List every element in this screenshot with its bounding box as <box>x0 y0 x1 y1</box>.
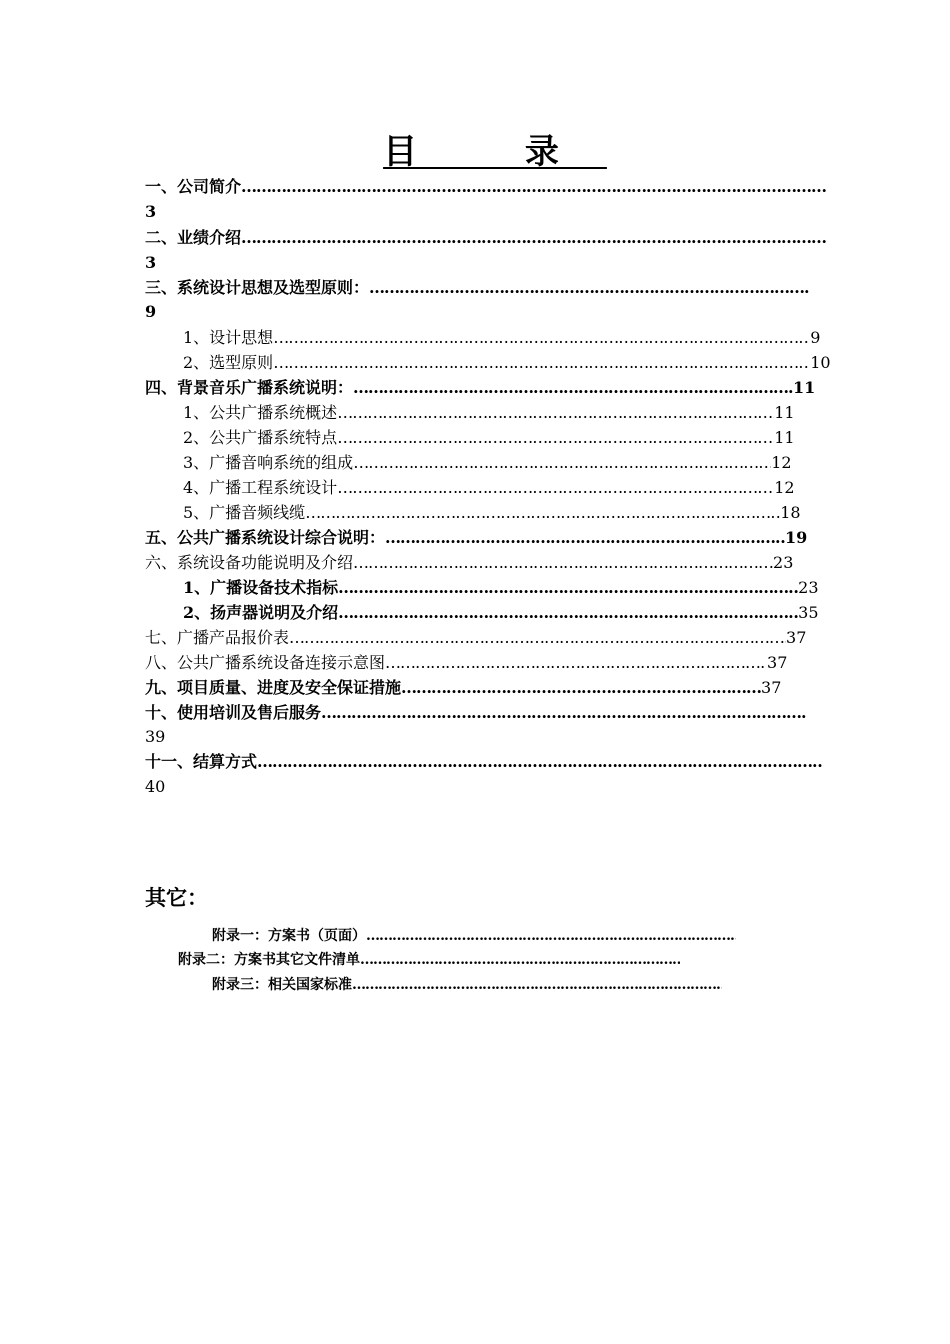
toc-entry-pa-features <box>183 428 795 448</box>
toc-entry-label: 八、公共广播系统设备连接示意图 <box>145 653 386 672</box>
others-heading: 其它： <box>145 885 208 910</box>
toc-entry-label: 2、公共广播系统特点 <box>183 428 338 447</box>
toc-leader <box>273 353 810 373</box>
toc-entry-label: 十一、结算方式 <box>145 752 258 771</box>
toc-entry-label: 3、广播音响系统的组成 <box>183 453 354 472</box>
toc-entry-pa-design-summary <box>145 528 807 548</box>
toc-entry-quotation <box>145 628 806 648</box>
toc-leader <box>273 328 810 348</box>
toc-entry-label: 七、广播产品报价表 <box>145 628 290 647</box>
toc-entry-label: 1、公共广播系统概述 <box>183 403 338 422</box>
toc-entry-page: 18 <box>780 503 801 522</box>
toc-entry-page: 37 <box>767 653 788 672</box>
toc-entry-page: 11 <box>774 428 795 447</box>
toc-entry-page: 12 <box>771 453 792 472</box>
toc-entry-page: 39 <box>145 727 166 746</box>
toc-entry-label: 1、设计思想 <box>183 328 274 347</box>
appendix-two <box>178 951 680 969</box>
toc-entry-technical-specs <box>183 578 819 598</box>
toc-entry-equipment-functions <box>145 553 793 573</box>
toc-leader <box>337 428 774 448</box>
toc-entry-label: 1、广播设备技术指标 <box>183 578 339 597</box>
toc-leader <box>353 378 793 398</box>
toc-entry-connection-diagram <box>145 653 787 673</box>
toc-entry-page: 19 <box>785 528 808 547</box>
toc-entry-page: 40 <box>145 777 166 796</box>
toc-leader <box>337 478 774 498</box>
appendix-one <box>212 927 736 945</box>
toc-entry-design-principles <box>145 278 809 298</box>
appendix-label: 附录三：相关国家标准 <box>212 977 352 993</box>
toc-entry-page: 23 <box>798 578 819 597</box>
toc-entry-page: 9 <box>810 328 821 347</box>
toc-entry-page: 3 <box>145 253 157 272</box>
toc-leader <box>401 678 761 698</box>
toc-entry-pa-overview <box>183 403 795 423</box>
toc-entry-label: 2、选型原则 <box>183 353 274 372</box>
toc-leader <box>338 603 798 623</box>
toc-entry-page: 9 <box>145 302 157 321</box>
toc-entry-page: 37 <box>761 678 782 697</box>
toc-entry-page: 35 <box>798 603 819 622</box>
toc-entry-label: 四、背景音乐广播系统说明： <box>145 378 354 397</box>
toc-entry-page: 10 <box>810 353 831 372</box>
appendix-leader <box>366 927 736 945</box>
toc-entry-performance <box>145 228 826 248</box>
toc-entry-company-intro <box>145 177 826 197</box>
toc-entry-selection-principle <box>183 353 831 373</box>
toc-leader <box>241 177 826 197</box>
toc-entry-settlement <box>145 752 822 772</box>
toc-entry-training-service <box>145 703 806 723</box>
appendix-label: 附录二：方案书其它文件清单 <box>178 952 360 968</box>
toc-entry-engineering-design <box>183 478 795 498</box>
toc-leader <box>385 528 785 548</box>
toc-leader <box>385 653 767 673</box>
toc-entry-quality-assurance <box>145 678 781 698</box>
toc-leader <box>353 553 773 573</box>
toc-entry-label: 5、广播音频线缆 <box>183 503 306 522</box>
toc-entry-background-music <box>145 378 815 398</box>
toc-title: 目 录 <box>383 132 607 172</box>
toc-entry-design-idea <box>183 328 820 348</box>
toc-leader <box>353 453 771 473</box>
appendix-leader <box>352 976 722 994</box>
toc-entry-page: 3 <box>145 202 157 221</box>
toc-entry-page: 23 <box>773 553 794 572</box>
toc-entry-speakers <box>183 603 819 623</box>
toc-leader <box>338 578 798 598</box>
toc-entry-page: 11 <box>793 378 816 397</box>
toc-leader <box>369 278 809 298</box>
toc-leader <box>305 503 780 523</box>
toc-leader <box>289 628 786 648</box>
toc-entry-label: 4、广播工程系统设计 <box>183 478 338 497</box>
toc-entry-label: 六、系统设备功能说明及介绍 <box>145 553 354 572</box>
toc-entry-label: 一、公司简介 <box>145 177 242 196</box>
toc-leader <box>337 403 774 423</box>
toc-leader <box>257 752 822 772</box>
toc-entry-page: 11 <box>774 403 795 422</box>
toc-leader <box>241 228 826 248</box>
toc-entry-audio-composition <box>183 453 792 473</box>
appendix-label: 附录一：方案书（页面） <box>212 928 366 944</box>
toc-entry-label: 二、业绩介绍 <box>145 228 242 247</box>
appendix-leader <box>360 951 680 969</box>
appendix-three <box>212 976 722 994</box>
toc-leader <box>321 703 806 723</box>
toc-entry-page: 37 <box>786 628 807 647</box>
toc-entry-label: 2、扬声器说明及介绍 <box>183 603 339 622</box>
toc-entry-audio-cable <box>183 503 801 523</box>
toc-entry-label: 九、项目质量、进度及安全保证措施 <box>145 678 402 697</box>
toc-entry-label: 五、公共广播系统设计综合说明： <box>145 528 386 547</box>
toc-entry-page: 12 <box>774 478 795 497</box>
toc-entry-label: 三、系统设计思想及选型原则： <box>145 278 370 297</box>
toc-entry-label: 十、使用培训及售后服务 <box>145 703 322 722</box>
